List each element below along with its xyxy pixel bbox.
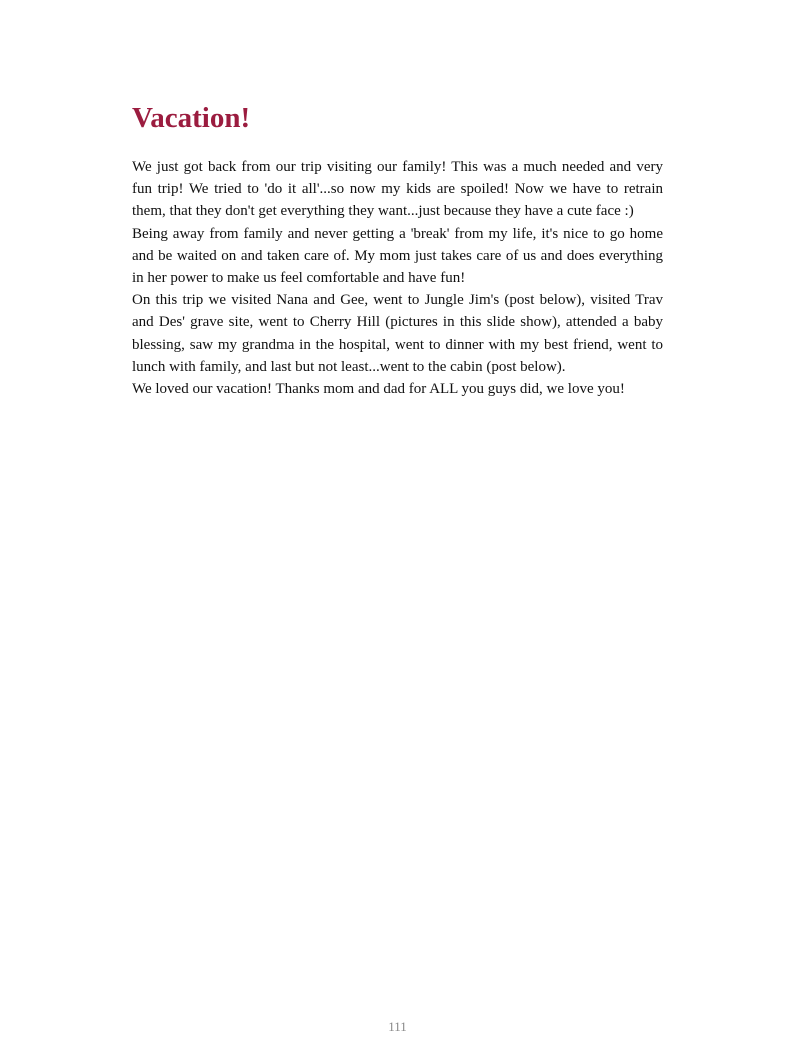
post-paragraph: We just got back from our trip visiting our family! This was a much needed and very fun trip! We tried to 'do it all'...so now my kids are spoiled! Now we have to retrain them, that they don't get everything they want...just because they have a cute face :) xyxy=(132,159,663,220)
post-paragraph: On this trip we visited Nana and Gee, went to Jungle Jim's (post below), visited Trav and Des' grave site, went to Cherry Hill (pictures in this slide show), attended a baby blessing, saw my grandma in the hospital, went to dinner with my best friend, went to lunch with family, and last but not least...went to the cabin (post below). xyxy=(132,292,663,375)
post-title: Vacation! xyxy=(132,102,251,134)
post-paragraph: We loved our vacation! Thanks mom and dad for ALL you guys did, we love you! xyxy=(132,381,625,398)
post-paragraph: Being away from family and never getting a 'break' from my life, it's nice to go home and be waited on and taken care of. My mom just takes care of us and does everything in her power to make us feel comfortable and have fun! xyxy=(132,225,663,287)
page-number: 111 xyxy=(388,1019,407,1034)
post-body xyxy=(132,156,663,400)
